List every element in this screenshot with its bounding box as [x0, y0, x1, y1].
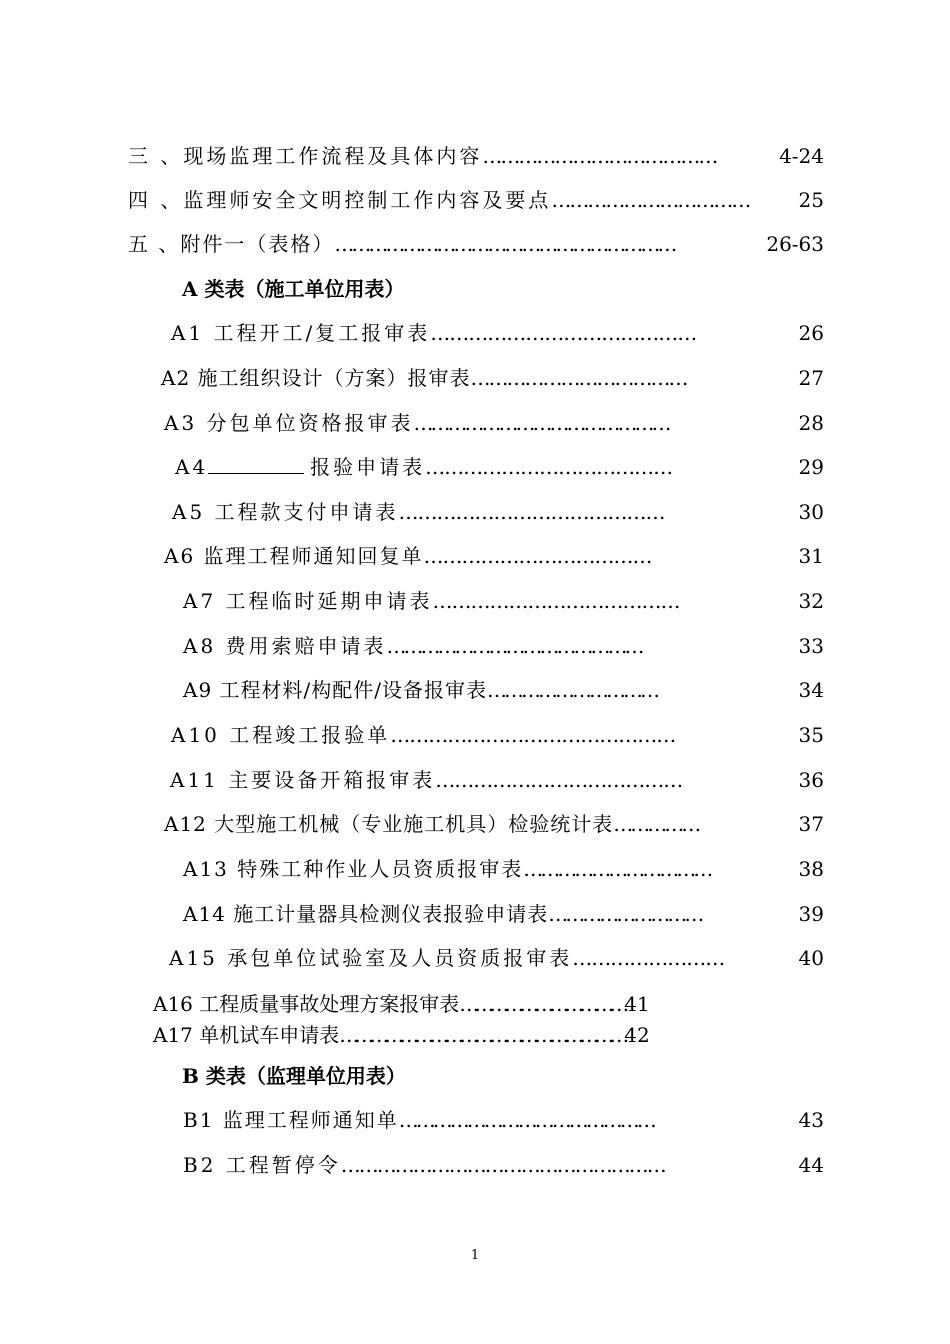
toc-label: A12 大型施工机械（专业施工机具）检验统计表: [164, 812, 614, 836]
toc-dots: ……………………………: [551, 188, 750, 212]
toc-page-number: 28: [798, 411, 824, 435]
toc-item-a7: [183, 588, 680, 614]
toc-item-a17: [153, 1022, 650, 1048]
toc-page-number: 38: [798, 857, 824, 881]
toc-page-number: 4-24: [779, 144, 824, 168]
toc-page-number: 35: [798, 723, 824, 747]
toc-item-a2: [161, 365, 687, 391]
toc-section-4: [128, 187, 749, 213]
toc-label: A6 监理工程师通知回复单: [164, 544, 424, 568]
toc-item-a12: [164, 811, 698, 837]
toc-item-a13: [183, 856, 710, 882]
footer-page-number: 1: [470, 1248, 480, 1263]
toc-item-a5: [172, 499, 665, 525]
toc-item-a3: [164, 410, 669, 436]
toc-page-number: 26: [798, 321, 824, 345]
toc-label: 五 、附件一（表格）: [128, 232, 335, 256]
toc-page-number: 26-63: [766, 232, 824, 256]
toc-page-number: 27: [798, 366, 824, 390]
toc-dots: …………………………………: [432, 589, 680, 613]
toc-dots: ………………………………………………: [340, 1153, 665, 1177]
toc-label: B2 工程暂停令: [183, 1153, 341, 1177]
toc-dots: ………………………: [548, 902, 702, 926]
toc-item-b1: [183, 1107, 654, 1133]
toc-dots: ………………………………………: [413, 411, 669, 435]
toc-page-number: 39: [798, 902, 824, 926]
toc-item-a1: [171, 320, 696, 346]
toc-dots: ………………………………: [423, 544, 652, 568]
toc-label: A2 施工组织设计（方案）报审表: [161, 366, 471, 390]
toc-dots: ……………………………………………………: [334, 232, 675, 256]
toc-item-a9: [183, 677, 657, 703]
toc-label: A13 特殊工种作业人员资质报审表: [183, 857, 524, 881]
toc-dots: ……………………………: [523, 857, 711, 881]
toc-label: A8 费用索赔申请表: [183, 634, 387, 658]
toc-item-a16: [153, 991, 650, 1017]
toc-label: A15 承包单位试验室及人员资质报审表: [169, 946, 573, 970]
toc-page-number: 44: [798, 1153, 824, 1177]
toc-item-a15: [169, 945, 724, 971]
toc-label: A1 工程开工/复工报审表: [171, 321, 431, 345]
toc-item-a11: [170, 767, 682, 793]
toc-page-number: 43: [798, 1108, 824, 1132]
group-a-heading: A 类表（施工单位用表）: [182, 277, 405, 301]
toc-page-number: 40: [798, 946, 824, 970]
toc-page-number: 29: [798, 455, 824, 479]
toc-label: A3 分包单位资格报审表: [164, 411, 414, 435]
toc-page-number: 31: [798, 544, 824, 568]
toc-dots: …………………………: [487, 678, 658, 702]
toc-label: 四 、监理师安全文明控制工作内容及要点: [128, 188, 552, 212]
toc-item-a4: [175, 454, 672, 480]
toc-page-number: 41: [624, 992, 650, 1016]
toc-page-number: 36: [798, 768, 824, 792]
toc-dots: ………………………………: [470, 366, 687, 390]
toc-dots: ……………………………: [459, 992, 625, 1016]
toc-dots: …………………………………………………: [339, 1023, 625, 1047]
toc-item-b2: [183, 1152, 665, 1178]
toc-dots: …………………………………: [435, 768, 683, 792]
toc-label: A7 工程临时延期申请表: [183, 589, 433, 613]
fill-in-blank: [208, 455, 304, 474]
toc-dots: ……………………: [572, 946, 725, 970]
group-b-heading: B 类表（监理单位用表）: [182, 1064, 406, 1088]
toc-page-number: 32: [798, 589, 824, 613]
toc-dots: ……………………………………: [398, 500, 665, 524]
toc-label: A5 工程款支付申请表: [172, 500, 399, 524]
toc-label: A14 施工计量器具检测仪表报验申请表: [183, 902, 549, 926]
toc-section-5: [128, 231, 674, 257]
toc-item-a10: [171, 722, 675, 748]
toc-dots: ……………………………………: [430, 321, 697, 345]
toc-item-a8: [183, 633, 642, 659]
toc-dots: …………………………………: [425, 455, 673, 479]
toc-label: A16 工程质量事故处理方案报审表: [153, 992, 460, 1016]
toc-label: A9 工程材料/构配件/设备报审表: [183, 678, 488, 702]
toc-page-number: 37: [798, 812, 824, 836]
toc-section-3: [128, 143, 716, 169]
toc-dots: …………………………………: [482, 144, 717, 168]
toc-page-number: 33: [798, 634, 824, 658]
toc-label: 三 、现场监理工作流程及具体内容: [128, 144, 483, 168]
toc-dots: ………………………………………: [386, 634, 642, 658]
toc-label: B1 监理工程师通知单: [183, 1108, 399, 1132]
toc-page-number: 42: [624, 1023, 650, 1047]
toc-label-suffix: 报验申请表: [310, 455, 426, 479]
toc-page-number: 30: [798, 500, 824, 524]
toc-item-a6: [164, 543, 652, 569]
toc-item-a14: [183, 901, 701, 927]
toc-page-number: 25: [798, 188, 824, 212]
toc-dots: ………………………………………: [390, 723, 676, 747]
toc-dots: ……………: [613, 812, 699, 836]
toc-label: A17 单机试车申请表: [153, 1023, 340, 1047]
toc-page-number: 34: [798, 678, 824, 702]
toc-label: A10 工程竣工报验单: [171, 723, 391, 747]
toc-dots: ………………………………………: [398, 1108, 654, 1132]
toc-label: A11 主要设备开箱报审表: [170, 768, 436, 792]
toc-label-prefix: A4: [175, 455, 209, 479]
